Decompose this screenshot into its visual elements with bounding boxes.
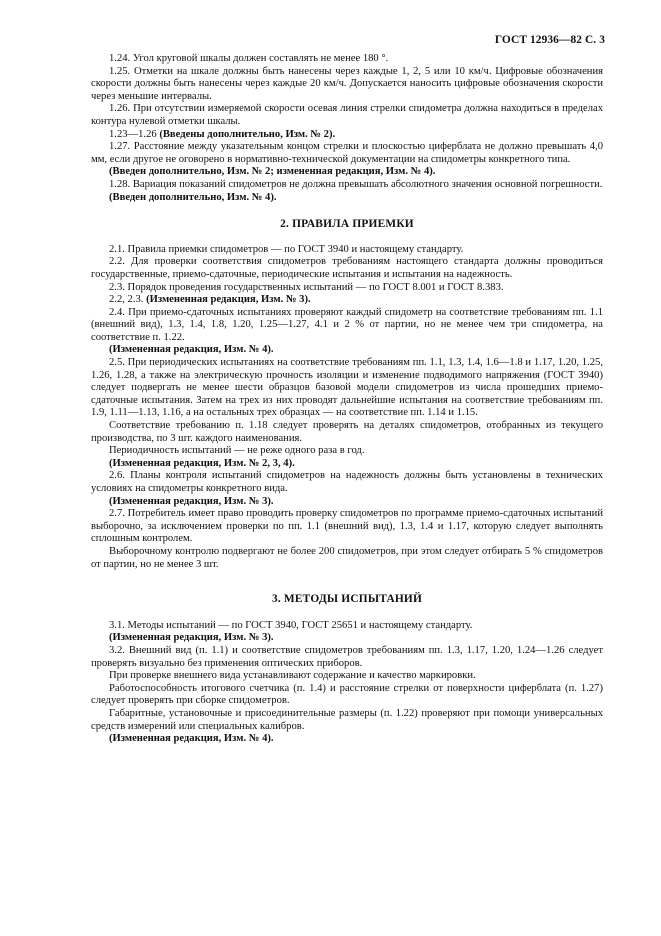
amendment-note: (Измененная редакция, Изм. № 4).: [109, 344, 274, 356]
paragraph: 2.1. Правила приемки спидометров — по ГОСТ 3940 и настоящему стандарту.: [109, 243, 464, 255]
paragraph: 1.28. Вариация показаний спидометров не должна превышать абсолютного значения основной погрешности.: [109, 178, 603, 190]
paragraph: [91, 166, 603, 179]
amendment-note: (Введены дополнительно, Изм. № 2).: [159, 128, 336, 140]
amendment-note: (Измененная редакция, Изм. № 3).: [109, 495, 274, 507]
paragraph-text: 1.23—1.26: [109, 128, 160, 140]
paragraph: Соответствие требованию п. 1.18 следует проверять на деталях спидометров, отобранных из текущего производства, по 3 шт. каждого наименования.: [91, 420, 603, 444]
paragraph: 2.3. Порядок проведения государственных испытаний — по ГОСТ 8.001 и ГОСТ 8.383.: [109, 281, 504, 293]
amendment-note: (Измененная редакция, Изм. № 3).: [109, 632, 274, 644]
paragraph: 2.7. Потребитель имеет право проводить проверку спидометров по программе приемо-сдаточных испытаний выборочно, за исключением проверки по пп. 1.1 (внешний вид), 1.3, 1.4 и 1.17, которую следует выполнять сплошным контролем.: [91, 508, 603, 545]
paragraph: [91, 458, 603, 471]
document-body: [91, 53, 603, 746]
paragraph: 1.24. Угол круговой шкалы должен составлять не менее 180 °.: [109, 53, 389, 64]
paragraph-text: 2.2, 2.3.: [109, 294, 147, 306]
paragraph: 2.2. Для проверки соответствия спидометров требованиям настоящего стандарта должны проводиться государственные, приемо-сдаточные, периодические испытания и испытания на надежность.: [91, 256, 603, 280]
paragraph: [91, 294, 603, 307]
section-1-tail: [91, 53, 603, 204]
amendment-note: (Введен дополнительно, Изм. № 2; измененная редакция, Изм. № 4).: [109, 166, 436, 178]
amendment-note: (Измененная редакция, Изм. № 4).: [109, 733, 274, 745]
section-3-heading: 3. МЕТОДЫ ИСПЫТАНИЙ: [271, 593, 423, 606]
paragraph: 3.2. Внешний вид (п. 1.1) и соответствие спидометров требованиям пп. 1.3, 1.17, 1.20, 1.24—1.26 следует проверять визуально без применения оптических приборов.: [91, 644, 603, 669]
section-2-body: [91, 244, 603, 571]
running-header: ГОСТ 12936—82 С. 3: [494, 34, 605, 46]
amendment-note: (Измененная редакция, Изм. № 2, 3, 4).: [109, 457, 295, 469]
paragraph: [91, 129, 603, 142]
paragraph: [91, 344, 603, 357]
amendment-note: (Измененная редакция, Изм. № 3).: [146, 294, 311, 306]
paragraph: 1.26. При отсутствии измеряемой скорости осевая линия стрелки спидометра должна находиться в пределах контура нулевой отметки шкалы.: [91, 103, 603, 127]
paragraph: 2.5. При периодических испытаниях на соответствие требованиям пп. 1.1, 1.3, 1.4, 1.6—1.8 и 1.17, 1.20, 1.25, 1.26, 1.28, а также на электрическую прочность изоляции и изменение подводимого напряжения (ГОСТ 3940) следует подвергать не менее шести образцов базовой модели спидометров из числа прошедших приемо-сдаточные испытания. Затем на трех из них проводят дальнейшие испытания на соответствие требованиям пп. 1.9, 1.11—1.13, 1.16, а на остальных трех образцах — на соответствие пп. 1.14 и 1.15.: [91, 357, 603, 419]
paragraph: 1.25. Отметки на шкале должны быть нанесены через каждые 1, 2, 5 или 10 км/ч. Цифровые обозначения скорости должны быть нанесены через каждые 20 км/ч. Допускается наносить цифровые обозначения скорости через меньшие интервалы.: [91, 65, 603, 102]
paragraph: 2.4. При приемо-сдаточных испытаниях проверяют каждый спидометр на соответствие требованиям пп. 1.1 (внешний вид), 1.3, 1.4, 1.8, 1.20, 1.25—1.27, 4.1 и 2 % от партии, но не менее чем три спидометра, на соответствие п. 1.22.: [91, 306, 603, 343]
paragraph: Периодичность испытаний — не реже одного раза в год.: [109, 445, 365, 457]
section-2-heading: 2. ПРАВИЛА ПРИЕМКИ: [280, 218, 414, 231]
paragraph: 2.6. Планы контроля испытаний спидометров на надежность должны быть установлены в технических условиях на спидометры конкретного вида.: [91, 470, 603, 494]
amendment-note: (Введен дополнительно, Изм. № 4).: [109, 191, 277, 203]
paragraph: Работоспособность итогового счетчика (п. 1.4) и расстояние стрелки от поверхности циферблата (п. 1.27) следует проверять при сборке спидометров.: [91, 682, 603, 707]
section-3-body: [91, 620, 603, 746]
paragraph: 3.1. Методы испытаний — по ГОСТ 3940, ГОСТ 25651 и настоящему стандарту.: [109, 619, 473, 631]
paragraph: [91, 733, 603, 746]
paragraph: Выборочному контролю подвергают не более 200 спидометров, при этом следует отбирать 5 % спидометров от партии, но не менее 3 шт.: [91, 545, 603, 570]
paragraph: При проверке внешнего вида устанавливают содержание и качество маркировки.: [109, 670, 476, 682]
paragraph: [91, 496, 603, 509]
paragraph: Габаритные, установочные и присоединительные размеры (п. 1.22) проверяют при помощи универсальных средств измерений или специальных калибров.: [91, 707, 603, 732]
paragraph: 1.27. Расстояние между указательным концом стрелки и плоскостью циферблата не должно превышать 4,0 мм, если другое не оговорено в нормативно-технической документации на спидометры конкретного типа.: [91, 141, 603, 165]
paragraph: [91, 192, 603, 205]
paragraph: [91, 632, 603, 645]
